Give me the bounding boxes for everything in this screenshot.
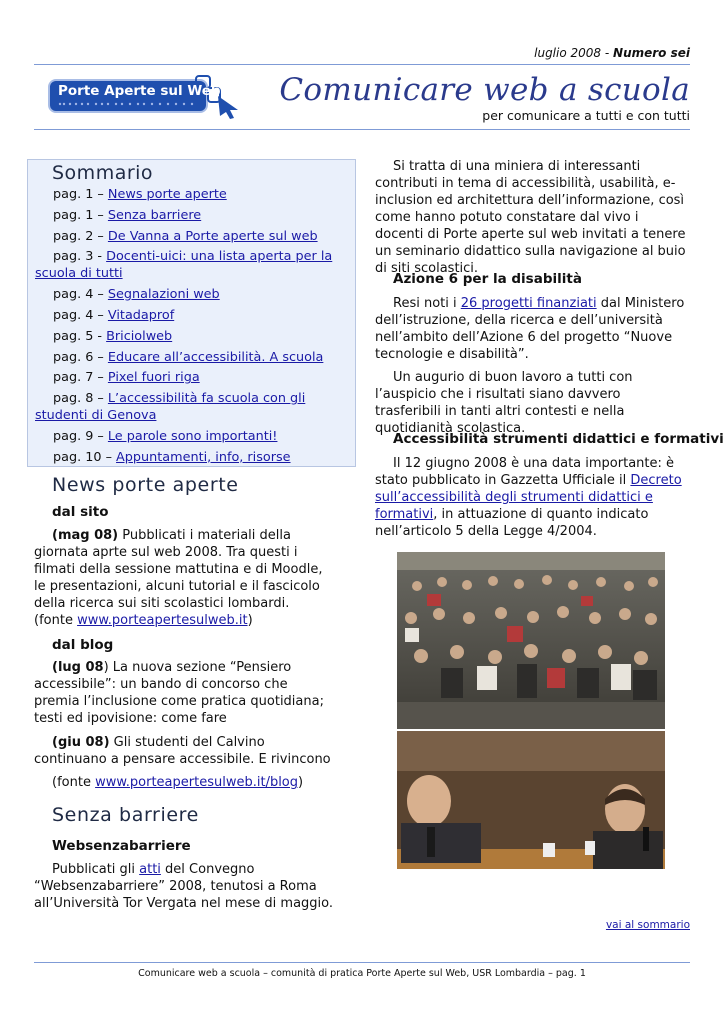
toc-item: pag. 1 – Senza barriere [53, 207, 202, 223]
sommario-box [27, 159, 356, 467]
blog-source-link[interactable]: www.porteapertesulweb.it/blog [95, 775, 299, 790]
site-source-link[interactable]: www.porteapertesulweb.it [77, 613, 248, 628]
issue-date: luglio 2008 - Numero sei [534, 46, 690, 60]
barriere-paragraph: Pubblicati gli atti del Convegno “Websenzabarriere” 2008, tenutosi a Roma all’Università Tor Vergata nel mese di maggio. [34, 862, 334, 911]
audience-photo [397, 552, 665, 729]
progetti-link[interactable]: 26 progetti finanziati [460, 296, 597, 311]
porte-aperte-logo[interactable] [48, 74, 243, 120]
dal-sito-heading: dal sito [52, 504, 109, 520]
toc-link-vitadaprof[interactable]: Vitadaprof [107, 307, 175, 323]
blog-source: (fonte www.porteapertesulweb.it/blog) [52, 775, 304, 790]
toc-link-appuntamenti[interactable]: Appuntamenti, info, risorse [116, 449, 291, 465]
intro-paragraph: Si tratta di una miniera di interessanti contributi in tema di accessibilità, usabilità, e-inclusion ed architettura dell’informazione, così come hanno potuto constatare dal vivo i docenti di Porte aperte sul web invitati a tenere un seminario didattico sulla navigazione al buio di siti scolastici. [375, 159, 686, 276]
newsletter-subtitle: per comunicare a tutti e con tutti [482, 108, 690, 123]
blog-item-2: (giu 08) Gli studenti del Calvino continuano a pensare accessibile. E rivincono [34, 735, 331, 767]
toc-link-educare[interactable]: Educare all’accessibilità. A scuola [107, 349, 324, 365]
toc-link-docenti-uici[interactable]: Docenti-uici: una lista aperta per la scuola di tutti [35, 249, 333, 282]
back-to-summary [606, 919, 690, 931]
vai-al-sommario-link[interactable]: vai al sommario [605, 919, 690, 931]
azione-paragraph: Resi noti i 26 progetti finanziati dal Ministero dell’istruzione, della ricerca e dell’università nell’ambito dell’Azione 6 del progetto “Nuove tecnologie e disabilità”. [375, 296, 685, 362]
toc-item: pag. 4 – Vitadaprof [53, 307, 175, 323]
toc-item: pag. 2 – De Vanna a Porte aperte sul web [53, 228, 318, 244]
azione-heading: Azione 6 per la disabilità [393, 271, 582, 287]
speakers-photo [397, 731, 665, 869]
toc-item: pag. 9 – Le parole sono importanti! [53, 428, 278, 444]
toc-item: pag. 7 – Pixel fuori riga [53, 370, 200, 386]
senza-barriere-heading: Senza barriere [52, 804, 199, 826]
accessibilita-heading: Accessibilità strumenti didattici e formativi [393, 431, 724, 447]
toc-link-genova[interactable]: L’accessibilità fa scuola con gli studenti di Genova [35, 391, 306, 424]
toc-item: pag. 1 – News porte aperte [53, 187, 227, 202]
audience-photo-image [397, 552, 665, 729]
augurio-paragraph: Un augurio di buon lavoro a tutti con l’auspicio che i risultati siano davvero trasferibili in tanti altri contesti e nella quotidianità scolastica. [375, 370, 633, 436]
toc-item: pag. 3 - Docenti-uici: una lista aperta per la scuola di tutti [35, 249, 333, 282]
sommario-list [28, 186, 348, 470]
decreto-link[interactable]: Decreto sull’accessibilità degli strumenti didattici e formativi [375, 473, 682, 522]
toc-item: pag. 5 - Briciolweb [53, 328, 173, 344]
toc-item: pag. 10 – Appuntamenti, info, risorse [53, 449, 291, 465]
toc-item: pag. 6 – Educare all’accessibilità. A scuola [53, 349, 324, 365]
sommario-title: Sommario [52, 162, 154, 184]
toc-link-senza-barriere[interactable]: Senza barriere [107, 207, 202, 223]
speakers-photo-image [397, 731, 665, 869]
toc-link-parole[interactable]: Le parole sono importanti! [107, 428, 278, 444]
dal-blog-heading: dal blog [52, 637, 114, 653]
footer-rule [34, 962, 690, 963]
toc-link-segnalazioni[interactable]: Segnalazioni web [107, 287, 220, 303]
page-footer: Comunicare web a scuola – comunità di pratica Porte Aperte sul Web, USR Lombardia – pag. 1 [138, 968, 586, 979]
header-rule-top [34, 64, 690, 65]
websenzabarriere-heading: Websenzabarriere [52, 838, 191, 854]
toc-link-news[interactable]: News porte aperte [107, 187, 227, 202]
issue-number: Numero sei [613, 46, 690, 60]
accessibilita-paragraph: Il 12 giugno 2008 è una data importante: è stato pubblicato in Gazzetta Ufficiale il Decreto sull’accessibilità degli strumenti didattici e formativi, in attuazione di quanto indicato nell’articolo 5 della Legge 4/2004. [375, 456, 682, 539]
toc-item: pag. 8 – L’accessibilità fa scuola con gli studenti di Genova [35, 391, 306, 424]
toc-link-pixel[interactable]: Pixel fuori riga [107, 370, 200, 386]
news-heading: News porte aperte [52, 474, 239, 496]
atti-link[interactable]: atti [139, 862, 161, 877]
logo-text: Porte Aperte sul Web [58, 83, 221, 99]
toc-link-briciolweb[interactable]: Briciolweb [106, 328, 173, 344]
newsletter-title: Comunicare web a scuola [279, 72, 690, 108]
news-site-paragraph: (mag 08) Pubblicati i materiali della giornata aprte sul web 2008. Tra questi i filmati della sessione mattutina e di Moodle, le presentazioni, alcuni tutorial e il fascicolo della ricerca sui siti scolastici lombardi. (fonte www.porteapertesulweb.it) [34, 528, 323, 628]
toc-item: pag. 4 – Segnalazioni web [53, 287, 220, 303]
header-rule-bottom [34, 129, 690, 130]
blog-item-1: (lug 08) La nuova sezione “Pensiero accessibile”: un bando di concorso che premia l’inclusione come pratica quotidiana; testi ed ipovisione: come fare [34, 660, 324, 726]
toc-link-de-vanna[interactable]: De Vanna a Porte aperte sul web [107, 228, 318, 244]
